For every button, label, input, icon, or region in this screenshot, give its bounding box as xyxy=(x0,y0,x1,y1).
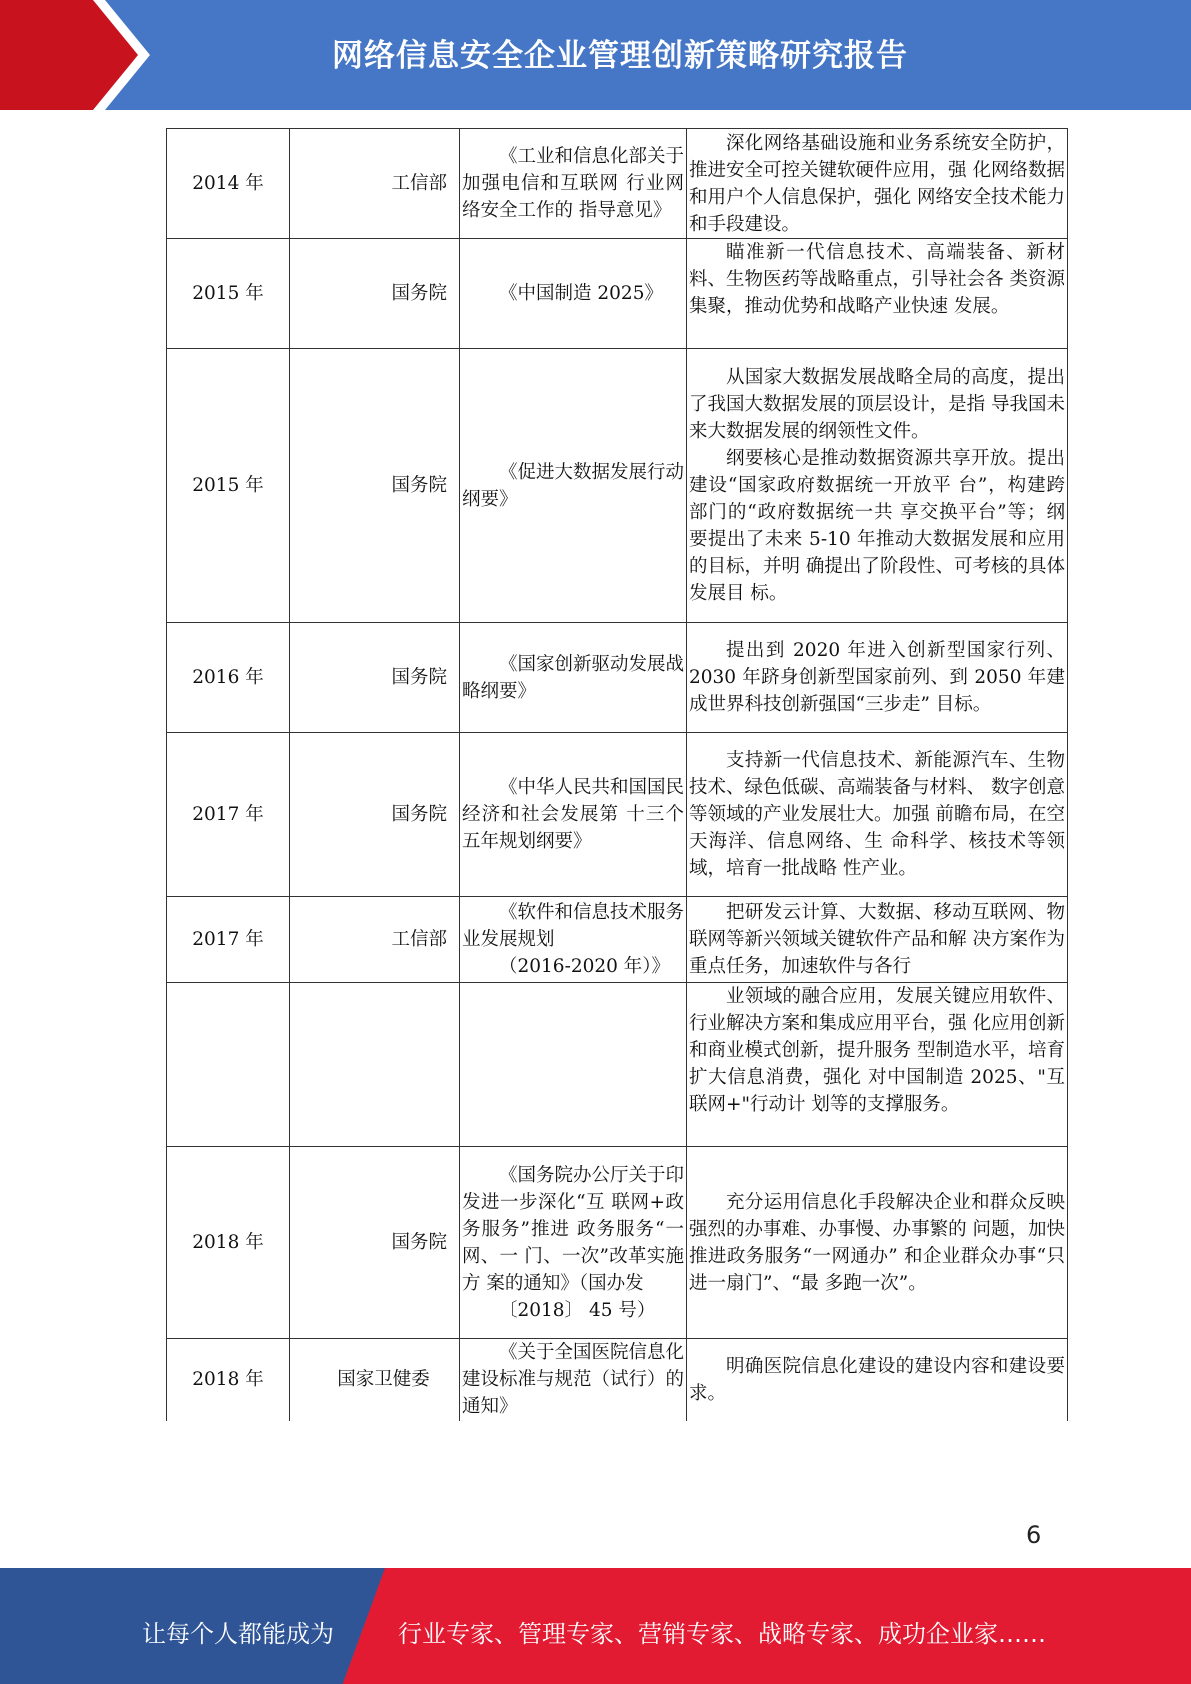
dept-cell: 国务院 xyxy=(290,349,460,623)
table-row xyxy=(167,129,1068,239)
year-cell xyxy=(167,983,290,1147)
desc-cell: 深化网络基础设施和业务系统安全防护，推进安全可控关键软硬件应用，强 化网络数据和用户个人信息保护，强化 网络安全技术能力和手段建设。 xyxy=(687,129,1068,239)
table-row xyxy=(167,349,1068,623)
doc-cell xyxy=(460,897,687,983)
desc-cell: 业领域的融合应用，发展关键应用软件、行业解决方案和集成应用平台，强 化应用创新和商业模式创新，提升服务 型制造水平，培育扩大信息消费，强化 对中国制造 2025、"互联网+"行动计 划等的支撑服务。 xyxy=(687,983,1068,1147)
desc-cell: 明确医院信息化建设的建设内容和建设要求。 xyxy=(687,1339,1068,1421)
doc-cell: 《关于全国医院信息化建设标准与规范（试行）的通知》 xyxy=(460,1339,687,1421)
doc-title-line: 《软件和信息技术服务业发展规划 xyxy=(462,902,685,950)
desc-cell xyxy=(687,349,1068,623)
doc-cell xyxy=(460,983,687,1147)
page-number: 6 xyxy=(1026,1521,1042,1549)
year-cell: 2015 年 xyxy=(167,349,290,623)
table-row xyxy=(167,1147,1068,1339)
table-row xyxy=(167,733,1068,897)
doc-title-line: 〔2018〕 45 号） xyxy=(499,1299,656,1321)
table-row xyxy=(167,1339,1068,1421)
doc-cell: 《工业和信息化部关于加强电信和互联网 行业网络安全工作的 指导意见》 xyxy=(460,129,687,239)
table-row xyxy=(167,983,1068,1147)
year-cell: 2018 年 xyxy=(167,1147,290,1339)
doc-cell: 《促进大数据发展行动纲要》 xyxy=(460,349,687,623)
doc-title-line: （2016-2020 年）》 xyxy=(499,956,671,977)
table-row xyxy=(167,623,1068,733)
year-cell: 2018 年 xyxy=(167,1339,290,1421)
dept-cell: 国务院 xyxy=(290,239,460,349)
desc-paragraph: 纲要核心是推动数据资源共享开放。提出建设“国家政府数据统一开放平 台”，构建跨部门的“政府数据统一共 享交换平台”等；纲要提出了未来 5-10 年推动大数据发展和应用的目标，并明 确提出了阶段性、可考核的具体发展目 标。 xyxy=(689,448,1065,604)
doc-cell: 《中华人民共和国国民经济和社会发展第 十三个五年规划纲要》 xyxy=(460,733,687,897)
desc-cell: 充分运用信息化手段解决企业和群众反映强烈的办事难、办事慢、办事繁的 问题，加快推进政务服务“一网通办” 和企业群众办事“只进一扇门”、“最 多跑一次”。 xyxy=(687,1147,1068,1339)
dept-cell xyxy=(290,983,460,1147)
header-arrow-red xyxy=(0,0,150,110)
desc-cell: 瞄准新一代信息技术、高端装备、新材料、生物医药等战略重点，引导社会各 类资源集聚，推动优势和战略产业快速 发展。 xyxy=(687,239,1068,349)
dept-cell: 国务院 xyxy=(290,623,460,733)
year-cell: 2017 年 xyxy=(167,733,290,897)
document-title: 网络信息安全企业管理创新策略研究报告 xyxy=(332,38,908,74)
year-cell: 2014 年 xyxy=(167,129,290,239)
policy-table xyxy=(166,128,1068,1421)
footer-banner xyxy=(0,1568,1191,1684)
dept-cell: 国家卫健委 xyxy=(290,1339,460,1421)
footer-slogan-left: 让每个人都能成为 xyxy=(142,1620,334,1648)
desc-cell: 提出到 2020 年进入创新型国家行列、2030 年跻身创新型国家前列、到 2050 年建成世界科技创新强国“三步走” 目标。 xyxy=(687,623,1068,733)
dept-cell: 国务院 xyxy=(290,733,460,897)
doc-cell xyxy=(460,1147,687,1339)
table-row xyxy=(167,239,1068,349)
year-cell: 2015 年 xyxy=(167,239,290,349)
dept-cell: 工信部 xyxy=(290,897,460,983)
doc-cell: 《中国制造 2025》 xyxy=(460,239,687,349)
doc-title-line: 《国务院办公厅关于印发进一步深化“互 联网+政务服务”推进 政务服务“一网、一 门、一次”改革实施方 案的通知》（国办发 xyxy=(462,1164,685,1294)
doc-cell: 《国家创新驱动发展战略纲要》 xyxy=(460,623,687,733)
year-cell: 2016 年 xyxy=(167,623,290,733)
desc-cell: 支持新一代信息技术、新能源汽车、生物技术、绿色低碳、高端装备与材料、 数字创意等领域的产业发展壮大。加强 前瞻布局，在空天海洋、信息网络、生 命科学、核技术等领域，培育一批战略 性产业。 xyxy=(687,733,1068,897)
table-row xyxy=(167,897,1068,983)
footer-slogan-right: 行业专家、管理专家、营销专家、战略专家、成功企业家…… xyxy=(398,1620,1046,1648)
header-banner xyxy=(0,0,1191,110)
desc-paragraph: 从国家大数据发展战略全局的高度，提出了我国大数据发展的顶层设计，是指 导我国未来大数据发展的纲领性文件。 xyxy=(689,367,1065,442)
year-cell: 2017 年 xyxy=(167,897,290,983)
dept-cell: 国务院 xyxy=(290,1147,460,1339)
dept-cell: 工信部 xyxy=(290,129,460,239)
desc-cell: 把研发云计算、大数据、移动互联网、物联网等新兴领域关键软件产品和解 决方案作为重点任务，加速软件与各行 xyxy=(687,897,1068,983)
